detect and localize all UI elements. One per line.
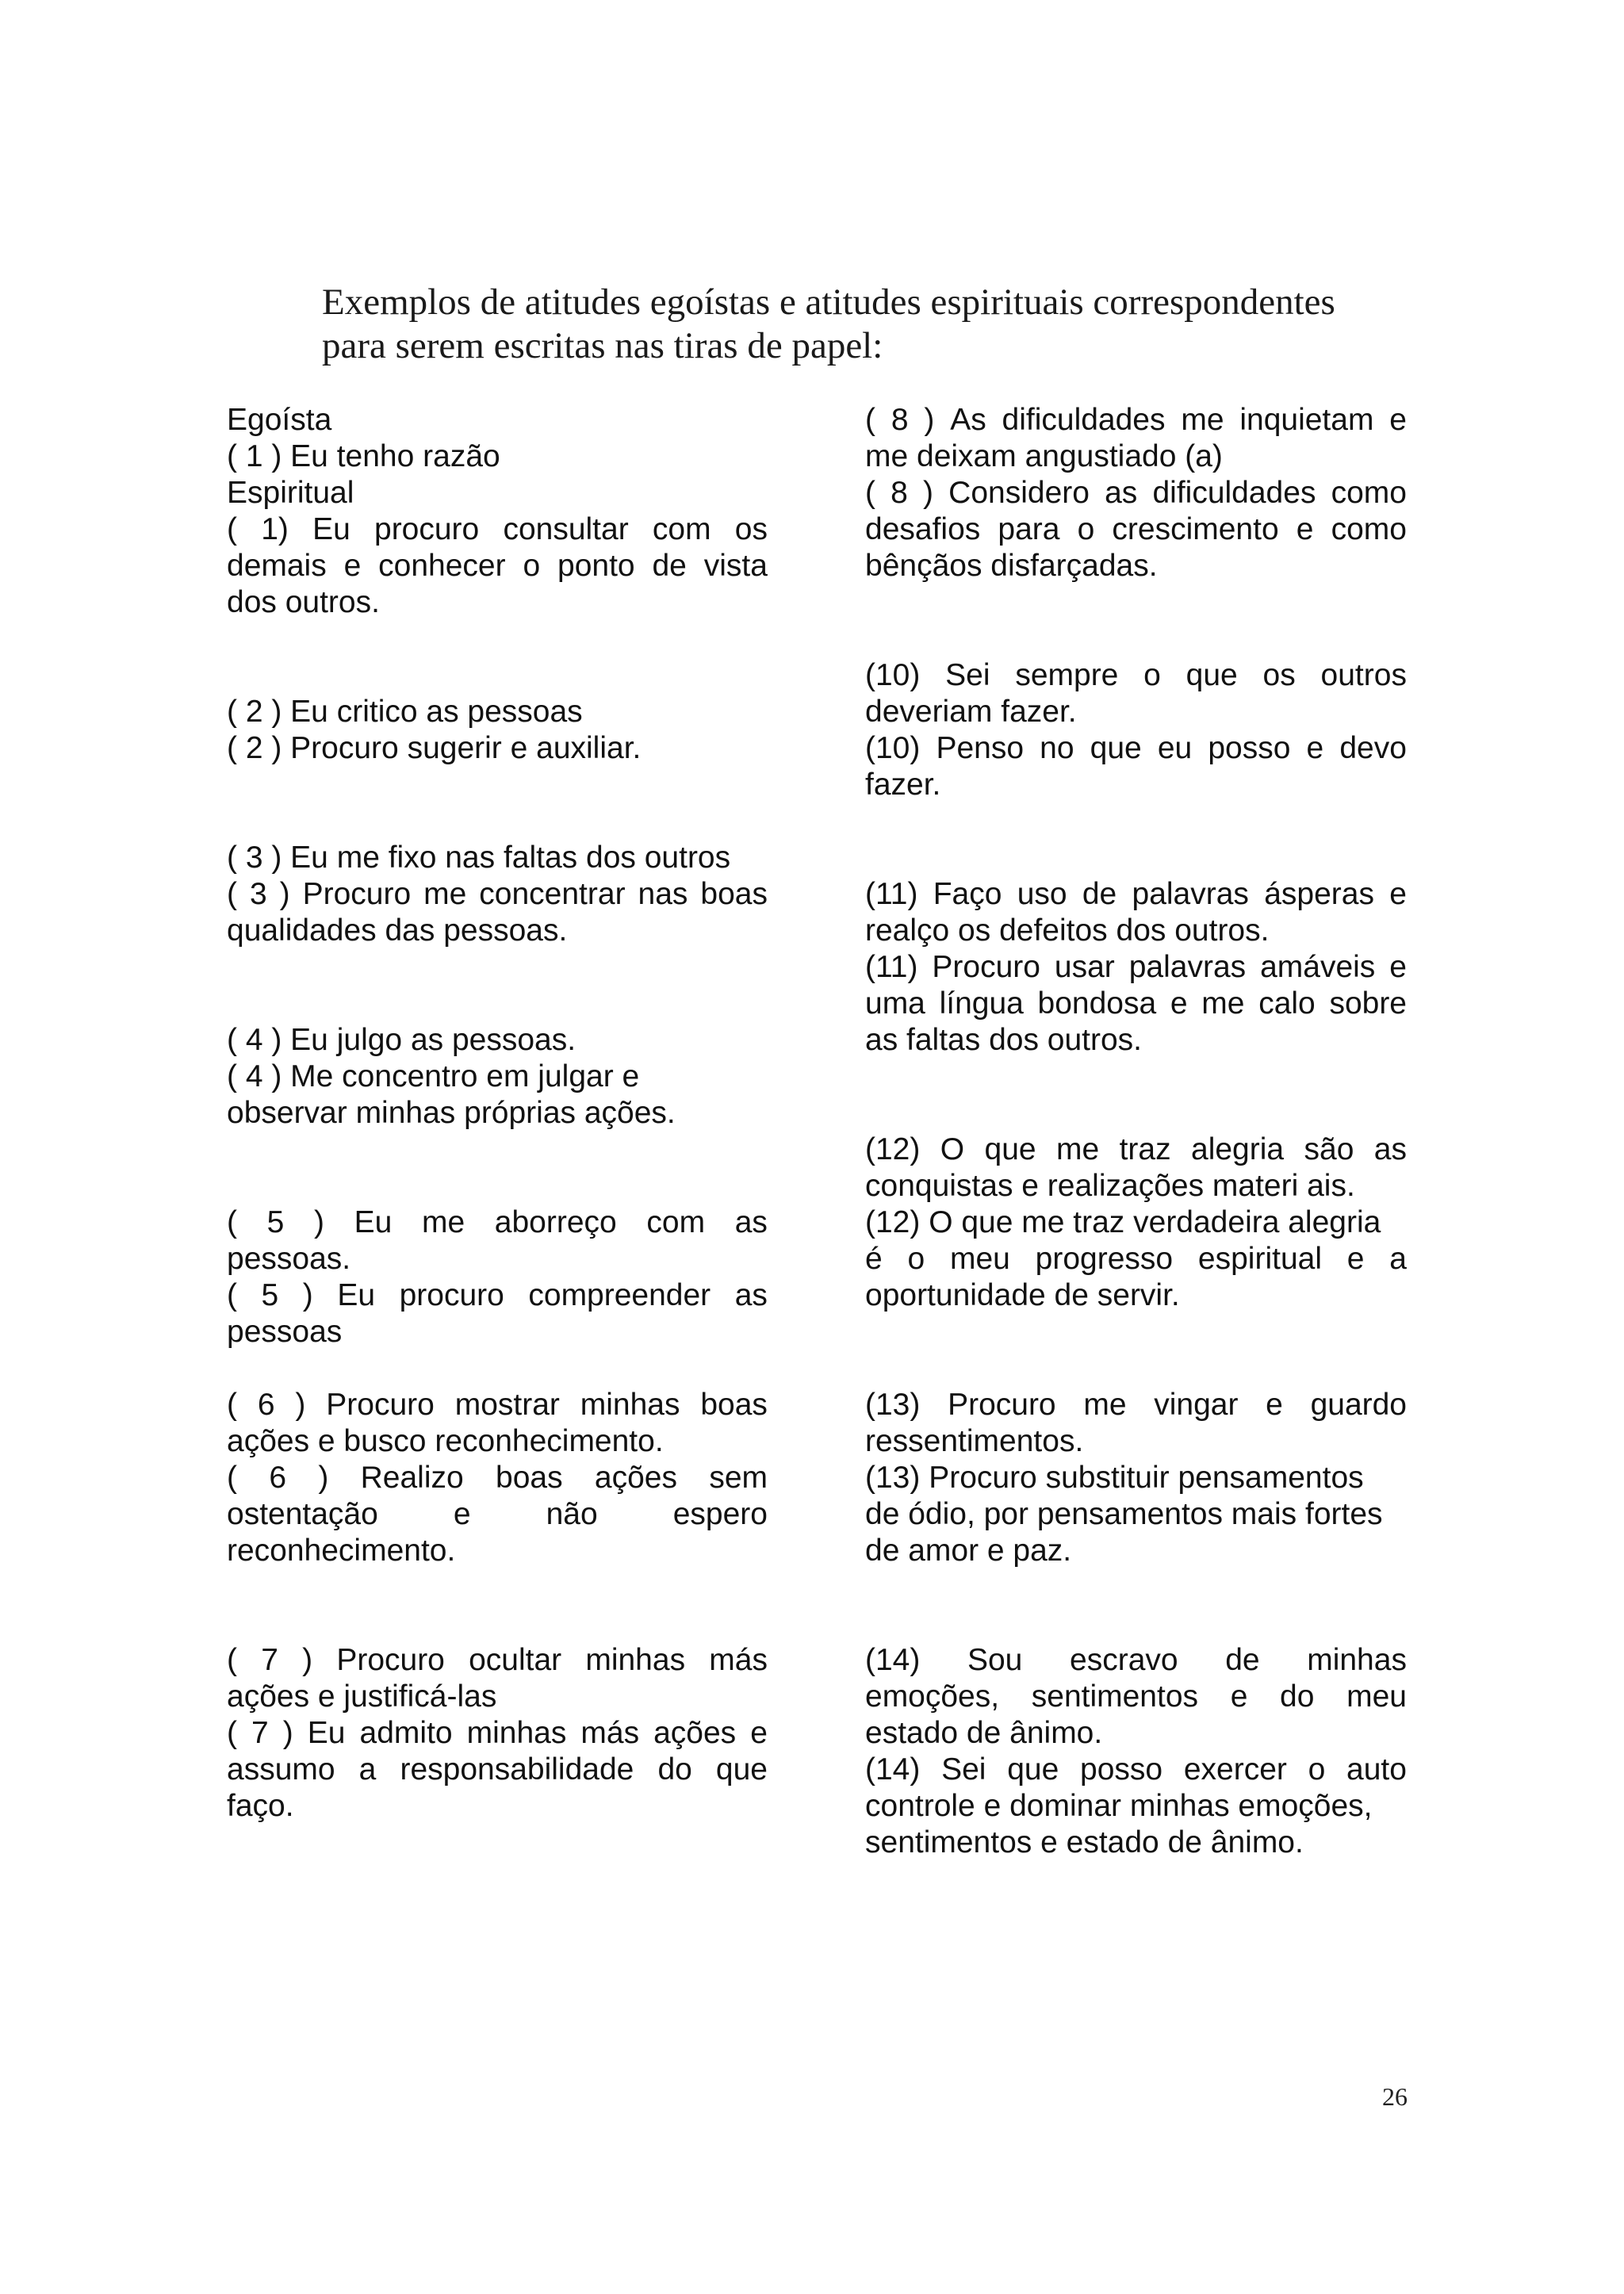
word: me (423, 877, 467, 911)
word: vingar (1154, 1388, 1239, 1422)
pair-13-espiritual-line-1: (13) Procuro substituir pensamentos (865, 1461, 1364, 1495)
pair-2 (227, 694, 768, 767)
word: Sou (967, 1643, 1023, 1677)
heading-espiritual: Espiritual (227, 476, 354, 510)
pair-8 (865, 402, 1407, 584)
word: más (709, 1643, 768, 1677)
word: que (1185, 658, 1238, 692)
word: é (865, 1242, 883, 1276)
word: (13) (865, 1388, 921, 1422)
word: O (940, 1132, 965, 1166)
word: ) (302, 1278, 313, 1312)
pair-2-egoista: ( 2 ) Eu critico as pessoas (227, 695, 583, 729)
word: as (1373, 1132, 1407, 1166)
word: más (580, 1716, 640, 1750)
word: ( (227, 1278, 237, 1312)
pair-14-egoista-line-1 (865, 1642, 1407, 1679)
pair-11-egoista-line-1 (865, 876, 1407, 913)
word: ( (227, 1716, 237, 1750)
pair-3 (227, 840, 768, 949)
title-line-1: Exemplos de atitudes egoístas e atitudes espirituais correspondentes (322, 281, 1335, 323)
pair-13-egoista-line-2: ressentimentos. (865, 1424, 1084, 1458)
word: o (1077, 512, 1095, 546)
pair-10 (865, 657, 1407, 803)
pair-14-espiritual-line-3: sentimentos e estado de ânimo. (865, 1825, 1304, 1859)
pair-7-espiritual-line-3: faço. (227, 1789, 294, 1823)
pair-14-egoista-line-2 (865, 1679, 1407, 1715)
word: que (715, 1752, 768, 1787)
word: vista (703, 549, 768, 583)
left-column (227, 402, 768, 1825)
word: 1) (261, 512, 289, 546)
pair-12-egoista-line-2: conquistas e realizações materi ais. (865, 1169, 1355, 1203)
word: e (1389, 950, 1407, 984)
pair-13-espiritual-line-3: de amor e paz. (865, 1534, 1072, 1568)
pair-7-egoista-line-2: ações e justificá-las (227, 1679, 497, 1714)
word: de (1082, 877, 1117, 911)
word: Procuro (302, 877, 412, 911)
word: traz (1119, 1132, 1171, 1166)
word: ásperas (1264, 877, 1374, 911)
word: ( (227, 1205, 237, 1239)
word: os (734, 512, 768, 546)
word: ) (923, 476, 934, 510)
word: o (1143, 658, 1161, 692)
word: outros (1320, 658, 1407, 692)
word: ) (318, 1461, 329, 1495)
word: ( (227, 877, 237, 911)
word: o (523, 549, 541, 583)
word: Eu (354, 1205, 393, 1239)
pair-7-egoista-line-1 (227, 1642, 768, 1679)
word: ( (227, 1461, 237, 1495)
pair-1-egoista: ( 1 ) Eu tenho razão (227, 439, 500, 473)
word: o (1308, 1752, 1326, 1787)
word: espiritual (1197, 1242, 1322, 1276)
word: 5 (261, 1278, 279, 1312)
word: ) (282, 1716, 293, 1750)
word: boas (700, 1388, 768, 1422)
word: meu (950, 1242, 1010, 1276)
word: me (421, 1205, 465, 1239)
word: com (646, 1205, 706, 1239)
pair-14-egoista-line-3: estado de ânimo. (865, 1716, 1103, 1750)
pair-6-egoista-line-2: ações e busco reconhecimento. (227, 1424, 664, 1458)
word: como (1331, 512, 1407, 546)
word: minhas (585, 1643, 686, 1677)
word: Procuro (932, 950, 1040, 984)
word: Penso (936, 731, 1025, 765)
word: posso (1080, 1752, 1163, 1787)
word: demais (227, 549, 327, 583)
pair-7-espiritual-line-2 (227, 1752, 768, 1788)
pair-12-egoista-line-1 (865, 1132, 1407, 1168)
word: ) (302, 1643, 313, 1677)
pair-5-espiritual-line-1 (227, 1277, 768, 1314)
word: para (998, 512, 1060, 546)
word: ( (227, 1388, 237, 1422)
word: (14) (865, 1752, 921, 1787)
pair-5-egoista-line-2: pessoas. (227, 1242, 351, 1276)
pair-13-espiritual-line-2: de ódio, por pensamentos mais fortes (865, 1497, 1383, 1531)
word: e (1346, 1242, 1365, 1276)
word: e (750, 1716, 768, 1750)
word: ostentação (227, 1497, 378, 1531)
word: os (1262, 658, 1296, 692)
word: sem (709, 1461, 768, 1495)
word: espero (672, 1497, 768, 1531)
word: a (1389, 1242, 1407, 1276)
word: ) (924, 403, 935, 437)
word: são (1304, 1132, 1354, 1166)
word: ações (594, 1461, 677, 1495)
word: e (1230, 1679, 1248, 1714)
pair-5 (227, 1204, 768, 1350)
word: assumo (227, 1752, 335, 1787)
pair-1-espiritual-line-2 (227, 548, 768, 584)
pair-13-egoista-line-1 (865, 1387, 1407, 1423)
pair-8-espiritual-line-2 (865, 511, 1407, 548)
pair-8-espiritual-line-1 (865, 475, 1407, 511)
word: ocultar (469, 1643, 562, 1677)
word: (14) (865, 1643, 921, 1677)
word: concentrar (479, 877, 626, 911)
word: crescimento (1112, 512, 1279, 546)
heading-egoista: Egoísta (227, 403, 332, 437)
word: dificuldades (1152, 476, 1316, 510)
word: minhas (1307, 1643, 1407, 1677)
word: calo (1258, 986, 1316, 1021)
word: me (1083, 1388, 1127, 1422)
word: sobre (1329, 986, 1407, 1021)
word: do (657, 1752, 692, 1787)
pair-12 (865, 1132, 1407, 1314)
word: usar (1054, 950, 1115, 984)
word: com (652, 512, 711, 546)
word: compreender (528, 1278, 711, 1312)
pair-14-espiritual-line-2: controle e dominar minhas emoções, (865, 1789, 1373, 1823)
word: e (1266, 1388, 1283, 1422)
word: ( (865, 476, 875, 510)
word: exercer (1183, 1752, 1287, 1787)
pair-14 (865, 1642, 1407, 1861)
right-column (865, 402, 1407, 1861)
word: ponto (557, 549, 635, 583)
word: meu (1346, 1679, 1407, 1714)
word: me (1056, 1132, 1100, 1166)
word: língua (939, 986, 1024, 1021)
pair-7-espiritual-line-1 (227, 1715, 768, 1752)
word: uso (1017, 877, 1067, 911)
pair-1 (227, 439, 768, 621)
pair-11-espiritual-line-1 (865, 949, 1407, 986)
pair-4 (227, 1022, 768, 1132)
pair-11-egoista-line-2: realço os defeitos dos outros. (865, 913, 1270, 948)
word: Sei (945, 658, 990, 692)
word: emoções, (865, 1679, 1000, 1714)
pair-6 (227, 1387, 768, 1569)
word: as (1105, 476, 1138, 510)
word: escravo (1070, 1643, 1178, 1677)
word: e (1296, 512, 1314, 546)
pair-4-egoista: ( 4 ) Eu julgo as pessoas. (227, 1023, 576, 1057)
word: e (1389, 403, 1407, 437)
word: Procuro (336, 1643, 445, 1677)
pair-8-egoista-line-2: me deixam angustiado (a) (865, 439, 1223, 473)
word: Procuro (326, 1388, 435, 1422)
word: aborreço (494, 1205, 617, 1239)
word: responsabilidade (400, 1752, 634, 1787)
pair-10-espiritual-line-1 (865, 730, 1407, 767)
pair-7 (227, 1642, 768, 1825)
pair-4-espiritual-line-1: ( 4 ) Me concentro em julgar e (227, 1059, 640, 1093)
pair-8-espiritual-line-3: bênçãos disfarçadas. (865, 549, 1158, 583)
title-line-2: para serem escritas nas tiras de papel: (322, 325, 883, 366)
word: Eu (312, 512, 350, 546)
word: que (1007, 1752, 1059, 1787)
word: amáveis (1260, 950, 1376, 984)
word: eu (1157, 731, 1193, 765)
word: o (907, 1242, 925, 1276)
word: de (1225, 1643, 1260, 1677)
word: inquietam (1239, 403, 1374, 437)
pair-11-espiritual-line-3: as faltas dos outros. (865, 1023, 1143, 1057)
word: me (1181, 403, 1224, 437)
word: ações (653, 1716, 737, 1750)
word: Considero (948, 476, 1090, 510)
word: e (343, 549, 362, 583)
word: Eu (337, 1278, 376, 1312)
word: admito (359, 1716, 453, 1750)
pair-3-espiritual-line-1 (227, 876, 768, 913)
word: (10) (865, 731, 921, 765)
word: procuro (399, 1278, 504, 1312)
word: (10) (865, 658, 921, 692)
word: procuro (374, 512, 480, 546)
word: progresso (1035, 1242, 1174, 1276)
word: minhas (466, 1716, 567, 1750)
pair-13 (865, 1387, 1407, 1569)
pair-6-espiritual-line-3: reconhecimento. (227, 1534, 456, 1568)
pair-12-espiritual-line-3: oportunidade de servir. (865, 1278, 1180, 1312)
pair-6-espiritual-line-1 (227, 1460, 768, 1496)
word: palavras (1132, 877, 1249, 911)
word: ) (279, 877, 290, 911)
pair-6-espiritual-line-2 (227, 1496, 768, 1533)
word: as (734, 1278, 768, 1312)
word: ) (295, 1388, 306, 1422)
word: As (950, 403, 986, 437)
pair-10-egoista-line-1 (865, 657, 1407, 694)
word: no (1040, 731, 1074, 765)
word: como (1331, 476, 1407, 510)
word: que (1090, 731, 1142, 765)
word: bondosa (1037, 986, 1157, 1021)
word: Realizo (360, 1461, 464, 1495)
pair-3-espiritual-line-2: qualidades das pessoas. (227, 913, 568, 948)
word: 6 (257, 1388, 275, 1422)
word: 7 (261, 1643, 278, 1677)
word: e (453, 1497, 471, 1531)
word: (11) (865, 877, 918, 911)
word: e (1170, 986, 1188, 1021)
word: dificuldades (1002, 403, 1166, 437)
word: não (546, 1497, 598, 1531)
word: desafios (865, 512, 981, 546)
word: consultar (503, 512, 629, 546)
page-number: 26 (1382, 2082, 1408, 2111)
word: 6 (269, 1461, 287, 1495)
word: de (652, 549, 687, 583)
pair-12-espiritual-line-2 (865, 1241, 1407, 1277)
pair-10-espiritual-line-2: fazer. (865, 768, 941, 802)
word: 3 (249, 877, 267, 911)
word: devo (1339, 731, 1407, 765)
word: me (1201, 986, 1245, 1021)
word: alegria (1191, 1132, 1285, 1166)
word: ) (313, 1205, 324, 1239)
word: a (358, 1752, 377, 1787)
pair-14-espiritual-line-1 (865, 1752, 1407, 1788)
word: auto (1346, 1752, 1407, 1787)
pair-12-espiritual-line-1: (12) O que me traz verdadeira alegria (865, 1205, 1381, 1239)
word: 5 (266, 1205, 285, 1239)
word: 8 (891, 403, 909, 437)
word: boas (496, 1461, 563, 1495)
pair-4-espiritual-line-2: observar minhas próprias ações. (227, 1096, 676, 1130)
word: ( (227, 512, 237, 546)
word: palavras (1128, 950, 1247, 984)
word: ( (865, 403, 875, 437)
pair-1-espiritual-line-3: dos outros. (227, 585, 380, 619)
word: boas (700, 877, 768, 911)
word: ( (227, 1643, 237, 1677)
pair-2-espiritual: ( 2 ) Procuro sugerir e auxiliar. (227, 731, 642, 765)
word: guardo (1310, 1388, 1407, 1422)
pair-11-espiritual-line-2 (865, 986, 1407, 1022)
word: Eu (307, 1716, 346, 1750)
pair-8-egoista-line-1 (865, 402, 1407, 439)
word: minhas (580, 1388, 680, 1422)
word: do (1280, 1679, 1315, 1714)
word: e (1389, 877, 1407, 911)
word: sempre (1015, 658, 1119, 692)
word: 7 (251, 1716, 269, 1750)
word: as (734, 1205, 768, 1239)
pair-10-egoista-line-2: deveriam fazer. (865, 695, 1077, 729)
word: que (984, 1132, 1036, 1166)
word: mostrar (454, 1388, 560, 1422)
pair-11 (865, 876, 1407, 1059)
word: nas (638, 877, 688, 911)
pair-3-egoista: ( 3 ) Eu me fixo nas faltas dos outros (227, 841, 731, 875)
word: 8 (891, 476, 908, 510)
pair-6-egoista-line-1 (227, 1387, 768, 1423)
word: posso (1208, 731, 1291, 765)
word: Faço (933, 877, 1002, 911)
word: (12) (865, 1132, 921, 1166)
word: Sei (941, 1752, 986, 1787)
word: Procuro (948, 1388, 1056, 1422)
page-title (322, 281, 1432, 368)
word: conhecer (378, 549, 506, 583)
pair-5-espiritual-line-2: pessoas (227, 1315, 343, 1349)
word: e (1306, 731, 1324, 765)
word: (11) (865, 950, 918, 984)
pair-1-espiritual-line-1 (227, 511, 768, 548)
word: uma (865, 986, 925, 1021)
pair-5-egoista-line-1 (227, 1204, 768, 1241)
word: sentimentos (1031, 1679, 1199, 1714)
